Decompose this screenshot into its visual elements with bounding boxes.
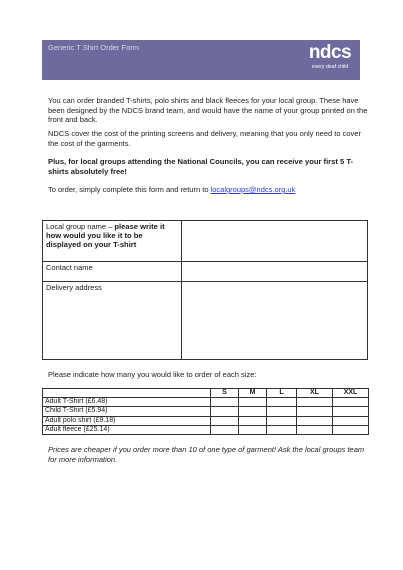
size-header-row [43, 389, 369, 398]
ndcs-logo [304, 42, 356, 78]
table-row [43, 416, 369, 425]
size-header: L [267, 389, 297, 398]
table-row [43, 425, 369, 434]
quantity-cell[interactable] [267, 416, 297, 425]
quantity-cell[interactable] [239, 407, 267, 416]
quantity-cell[interactable] [239, 425, 267, 434]
quantity-cell[interactable] [267, 407, 297, 416]
intro-paragraph-2: NDCS cover the cost of the printing screens and delivery, meaning that you only need to cover the cost of the garments. [48, 129, 361, 148]
quantity-cell[interactable] [333, 416, 369, 425]
group-name-label-cell [43, 221, 182, 262]
quantity-cell[interactable] [267, 398, 297, 407]
group-name-label: Local group name – [46, 222, 115, 231]
group-name-field[interactable] [182, 221, 368, 262]
size-prompt: Please indicate how many you would like to order of each size: [48, 370, 257, 379]
delivery-address-label: Delivery address [46, 283, 102, 292]
details-table [42, 220, 368, 360]
table-row [43, 398, 369, 407]
size-header: XL [297, 389, 333, 398]
quantity-cell[interactable] [297, 407, 333, 416]
quantity-cell[interactable] [239, 398, 267, 407]
return-instruction: To order, simply complete this form and return to [48, 185, 211, 194]
garment-label: Adult T-Shirt (£6.48) [43, 398, 211, 407]
logo-tagline: every deaf child [311, 64, 349, 70]
size-header: S [211, 389, 239, 398]
quantity-cell[interactable] [297, 425, 333, 434]
quantity-cell[interactable] [267, 425, 297, 434]
quantity-cell[interactable] [239, 416, 267, 425]
garment-label: Adult fleece (£25.14) [43, 425, 211, 434]
contact-name-label: Contact name [46, 263, 93, 272]
quantity-cell[interactable] [333, 398, 369, 407]
quantity-cell[interactable] [333, 425, 369, 434]
size-header: M [239, 389, 267, 398]
size-header-blank [43, 389, 211, 398]
quantity-cell[interactable] [333, 407, 369, 416]
quantity-cell[interactable] [211, 425, 239, 434]
quantity-cell[interactable] [211, 398, 239, 407]
quantity-cell[interactable] [211, 407, 239, 416]
intro-paragraph-1: You can order branded T-shirts, polo shirts and black fleeces for your local group. These have been designed by the NDCS brand team, and would have the name of your group printed on the front and back. [48, 96, 368, 124]
quantity-cell[interactable] [297, 398, 333, 407]
table-row [43, 407, 369, 416]
contact-name-label-cell [43, 262, 182, 282]
header-banner [42, 40, 360, 80]
contact-name-field[interactable] [182, 262, 368, 282]
delivery-address-field[interactable] [182, 282, 368, 360]
quantity-cell[interactable] [211, 416, 239, 425]
garment-label: Adult polo shirt (£9.18) [43, 416, 211, 425]
delivery-address-label-cell [43, 282, 182, 360]
logo-word: ndcs [308, 42, 352, 63]
size-table [42, 388, 369, 435]
email-link[interactable]: localgroups@ndcs.org.uk [210, 185, 296, 194]
garment-label: Child T-Shirt (£5.94) [43, 407, 211, 416]
form-title: Generic T Shirt Order Form [48, 43, 139, 52]
group-name-instruction: please write it how would you like it to be displayed on your T-shirt [46, 222, 165, 249]
intro-paragraph-4 [48, 185, 368, 195]
intro-paragraph-3: Plus, for local groups attending the National Councils, you can receive your first 5 T-shirts absolutely free! [48, 157, 354, 176]
quantity-cell[interactable] [297, 416, 333, 425]
pricing-note: Prices are cheaper if you order more than 10 of one type of garment! Ask the local groups team for more information. [48, 445, 365, 464]
size-header: XXL [333, 389, 369, 398]
